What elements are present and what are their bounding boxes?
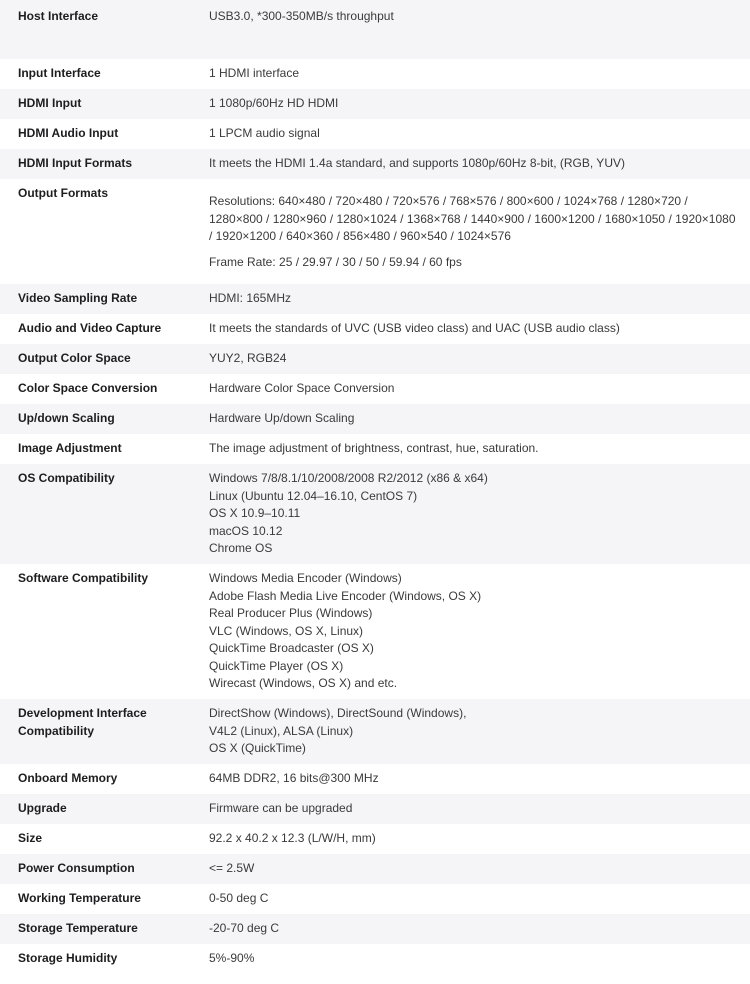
spec-value-line: 92.2 x 40.2 x 12.3 (L/W/H, mm) [209,831,376,845]
spec-row-hdmi-audio-input [0,119,750,149]
spec-label: Storage Humidity [18,951,118,965]
spec-label: HDMI Audio Input [18,126,119,140]
spec-row-os-compatibility [0,464,750,564]
spec-label: Power Consumption [0,854,209,884]
spec-value-line: It meets the standards of UVC (USB video class) and UAC (USB audio class) [209,321,620,335]
spec-value [209,344,750,374]
spec-value [209,464,750,564]
spec-value-line: macOS 10.12 [209,523,283,538]
spec-row-video-sampling-rate [0,284,750,314]
spec-row-host-interface [0,0,750,59]
spec-value-line: 1 1080p/60Hz HD HDMI [209,96,339,110]
spec-value [209,794,750,824]
spec-row-development-interface [0,699,750,764]
spec-row-onboard-memory [0,764,750,794]
spec-label: Size [18,831,43,845]
spec-value-line: Adobe Flash Media Live Encoder (Windows, OS X) [209,588,482,603]
spec-value-line: YUY2, RGB24 [209,351,287,365]
spec-value [209,284,750,314]
spec-value [209,374,750,404]
spec-row-hdmi-input-formats [0,149,750,179]
spec-row-input-interface [0,59,750,89]
spec-value [209,0,750,59]
frame-rate-text: Frame Rate: 25 / 29.97 / 30 / 50 / 59.94 / 60 fps [209,254,462,269]
resolutions-text: Resolutions: 640×480 / 720×480 / 720×576 / 768×576 / 800×600 / 1024×768 / 1280×720 / 1280×800 / 1280×960 / 1280×1024 / 1368×768 / 1440×900 / 1600×1200 / 1680×1050 / 1920×1080 / 1920×1200 / 640×360 / 856×480 / 960×540 / 1024×576 [209,194,736,243]
spec-value-line: 0-50 deg C [209,891,269,905]
spec-value-line: OS X (QuickTime) [209,741,306,755]
spec-value-line: Hardware Up/down Scaling [209,411,355,425]
spec-row-upgrade [0,794,750,824]
spec-label: Video Sampling Rate [0,284,209,314]
spec-row-image-adjustment [0,434,750,464]
spec-label: OS Compatibility [0,464,209,564]
spec-label: Upgrade [0,794,209,824]
spec-value-line: The image adjustment of brightness, contrast, hue, saturation. [209,441,539,455]
spec-value [209,944,750,974]
spec-value-line: USB3.0, *300-350MB/s throughput [209,9,394,23]
spec-label: Software Compatibility [18,571,149,585]
spec-value-line: Hardware Color Space Conversion [209,381,395,395]
spec-value [209,119,750,149]
spec-value [209,914,750,944]
spec-value-line: Windows Media Encoder (Windows) [209,571,402,585]
spec-row-color-space-conversion [0,374,750,404]
spec-value-line: Firmware can be upgraded [209,801,353,815]
spec-label: Image Adjustment [18,441,122,455]
spec-label: Storage Temperature [0,914,209,944]
spec-value-line: Real Producer Plus (Windows) [209,606,373,620]
spec-value-line: QuickTime Broadcaster (OS X) [209,641,374,655]
spec-label: Onboard Memory [18,771,118,785]
spec-value [209,884,750,914]
spec-value-line: QuickTime Player (OS X) [209,658,344,673]
spec-row-audio-video-capture [0,314,750,344]
spec-value [209,824,750,854]
spec-label: Audio and Video Capture [18,321,162,335]
spec-value [209,59,750,89]
spec-value-line: VLC (Windows, OS X, Linux) [209,623,364,638]
spec-value [209,149,750,179]
spec-value [209,564,750,699]
spec-value [209,404,750,434]
spec-value-line: Linux (Ubuntu 12.04–16.10, CentOS 7) [209,488,418,503]
spec-value [209,434,750,464]
spec-row-software-compatibility [0,564,750,699]
spec-value-line: Windows 7/8/8.1/10/2008/2008 R2/2012 (x86 & x64) [209,471,488,485]
spec-value-line: HDMI: 165MHz [209,291,292,305]
spec-value-line: It meets the HDMI 1.4a standard, and supports 1080p/60Hz 8-bit, (RGB, YUV) [209,156,625,170]
spec-value [209,764,750,794]
spec-value-line: Wirecast (Windows, OS X) and etc. [209,676,398,690]
spec-value-line: 64MB DDR2, 16 bits@300 MHz [209,771,379,785]
spec-value-line: OS X 10.9–10.11 [209,506,301,520]
spec-row-up-down-scaling [0,404,750,434]
spec-label: Up/down Scaling [0,404,209,434]
spec-label: Output Formats [18,186,108,200]
spec-value [209,89,750,119]
spec-value-line: -20-70 deg C [209,921,280,935]
spec-row-power-consumption [0,854,750,884]
spec-row-output-color-space [0,344,750,374]
spec-row-storage-humidity [0,944,750,974]
spec-value-line: DirectShow (Windows), DirectSound (Windows), [209,706,467,720]
spec-value-line: 1 HDMI interface [209,66,300,80]
spec-label: HDMI Input Formats [0,149,209,179]
spec-label: Development Interface Compatibility [0,699,209,764]
spec-value-line: <= 2.5W [209,861,255,875]
spec-label: Input Interface [18,66,101,80]
spec-label: HDMI Input [0,89,209,119]
spec-value-line: 1 LPCM audio signal [209,126,320,140]
spec-row-size [0,824,750,854]
spec-value [209,699,750,764]
spec-label: Output Color Space [0,344,209,374]
spec-row-output-formats [0,179,750,284]
spec-value-line: 5%-90% [209,951,255,965]
spec-label: Working Temperature [18,891,141,905]
spec-value-line: V4L2 (Linux), ALSA (Linux) [209,723,354,738]
spec-label: Color Space Conversion [18,381,158,395]
spec-value [209,314,750,344]
spec-row-storage-temperature [0,914,750,944]
spec-value [209,854,750,884]
spec-row-hdmi-input [0,89,750,119]
spec-value [209,179,750,284]
spec-label: Host Interface [0,0,209,59]
spec-value-line: Chrome OS [209,541,273,555]
spec-row-working-temperature [0,884,750,914]
